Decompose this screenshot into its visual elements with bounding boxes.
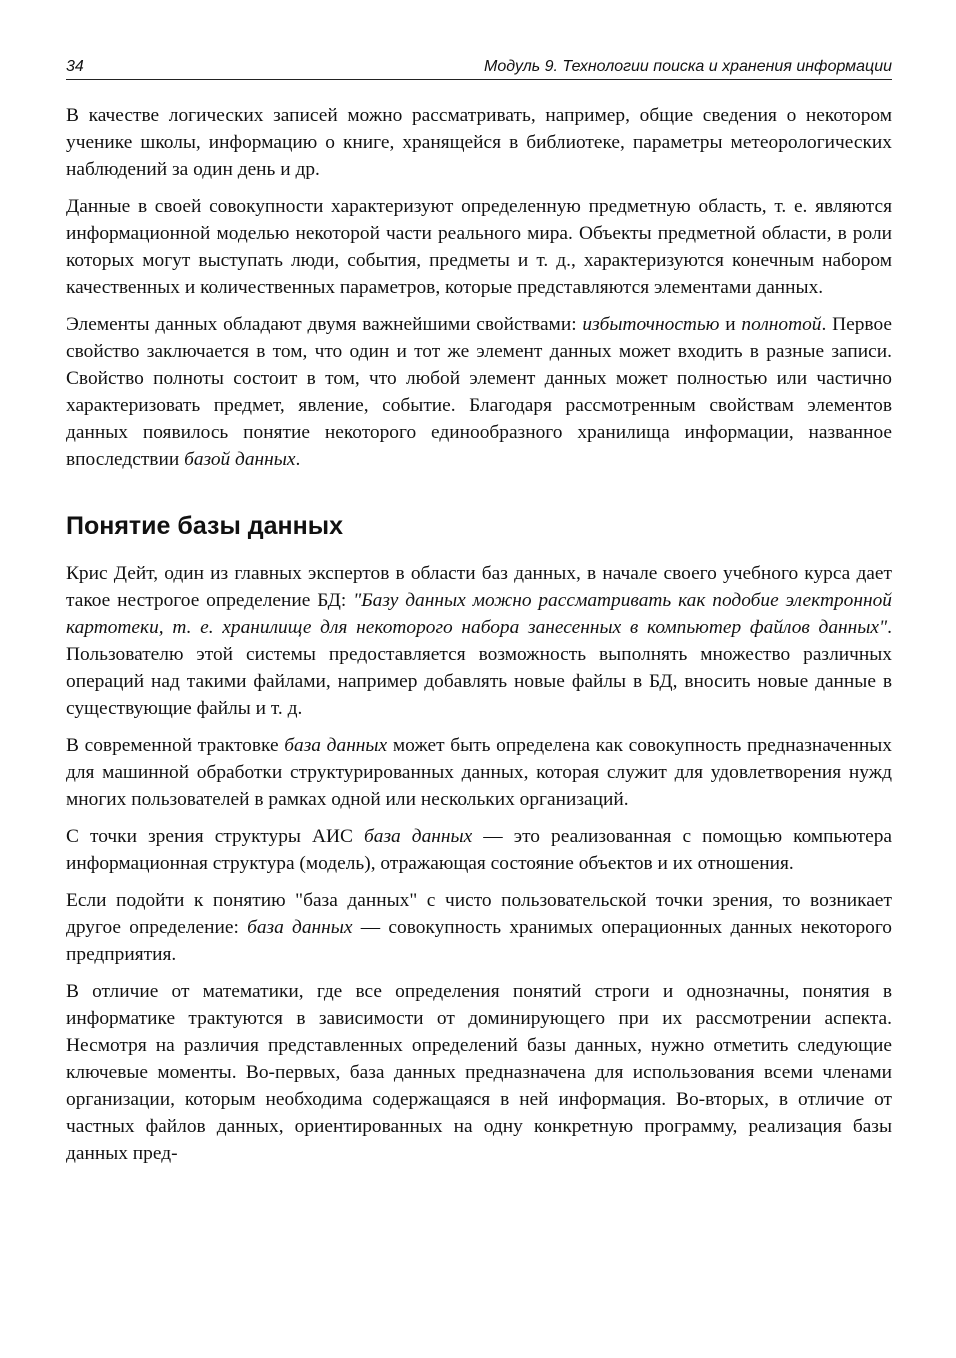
text-run: Крис Дейт, один из главных экспертов в области баз данных, в начале своего учебного курса дает такое нестрогое определение БД: <box>66 563 892 611</box>
text-run: может быть определена как совокупность предназначенных для машинной обработки структурированных данных, которая служит для удовлетворения нужд многих пользователей в рамках одной или нескольких организаций. <box>66 735 892 810</box>
paragraph-key-points: В отличие от математики, где все определения понятий строги и однозначны, понятия в информатике трактуются в зависимости от доминирующего при их рассмотрении аспекта. Несмотря на различия представленных определений базы данных, нужно отметить следующие ключевые моменты. Во-первых, база данных предназначена для использования всеми членами организации, которым необходима содержащаяся в ней информация. Во-вторых, в отличие от частных файлов данных, ориентированных на одну конкретную программу, реализация базы данных пред- <box>66 981 892 1164</box>
text-run: и <box>719 314 742 335</box>
italic-term: базой данных <box>184 449 296 470</box>
text-run: В современной трактовке <box>66 735 285 756</box>
text-run: Элементы данных обладают двумя важнейшими свойствами: <box>66 314 583 335</box>
text-run: . Пользователю этой системы предоставляется возможность выполнять множество различных операций над такими файлами, например добавлять новые файлы в БД, вносить новые данные в существующие файлы и т. д. <box>66 617 892 719</box>
page-number: 34 <box>66 58 84 75</box>
paragraph-ais-definition <box>66 823 892 877</box>
section-heading: Понятие базы данных <box>66 512 343 540</box>
running-header <box>66 57 892 80</box>
running-title: Модуль 9. Технологии поиска и хранения информации <box>484 58 892 75</box>
italic-term: база данных <box>364 826 473 847</box>
italic-term: избыточностью <box>582 314 720 335</box>
italic-quote: "Базу данных можно рассматривать как подобие электронной картотеки, т. е. хранилище для некоторого набора занесенных в компьютер файлов данных" <box>66 590 893 638</box>
text-run: . <box>295 449 301 470</box>
text-run: Если подойти к понятию "база данных" с чисто пользовательской точки зрения, то возникает другое определение: <box>66 890 892 938</box>
paragraph-data-properties <box>66 311 892 473</box>
italic-term: база данных <box>247 917 353 938</box>
text-run: — совокупность хранимых операционных данных некоторого предприятия. <box>66 917 893 965</box>
paragraph-subject-area: Данные в своей совокупности характеризуют определенную предметную область, т. е. являются информационной моделью некоторой части реального мира. Объекты предметной области, в роли которых могут выступать люди, события, предметы и т. д., характеризуются конечным набором качественных и количественных параметров, которые представляются элементами данных. <box>66 196 892 298</box>
paragraph-logical-records: В качестве логических записей можно рассматривать, например, общие сведения о некотором ученике школы, информацию о книге, хранящейся в библиотеке, параметры метеорологических наблюдений за один день и др. <box>66 105 892 180</box>
text-run: . Первое свойство заключается в том, что один и тот же элемент данных может входить в разные записи. Свойство полноты состоит в том, что любой элемент данных может полностью или частично характеризовать предмет, явление, событие. Благодаря рассмотренным свойствам элементов данных появилось понятие некоторого единообразного хранилища информации, названное впоследствии <box>66 314 892 470</box>
italic-term: база данных <box>284 735 388 756</box>
paragraph-chris-date <box>66 560 892 722</box>
paragraph-user-definition <box>66 887 892 968</box>
text-run: С точки зрения структуры АИС <box>66 826 364 847</box>
paragraph-modern-definition <box>66 732 892 813</box>
italic-term: полнотой <box>741 314 822 335</box>
page-body <box>66 102 892 1167</box>
text-run: — это реализованная с помощью компьютера информационная структура (модель), отражающая состояние объектов и их отношения. <box>66 826 892 874</box>
